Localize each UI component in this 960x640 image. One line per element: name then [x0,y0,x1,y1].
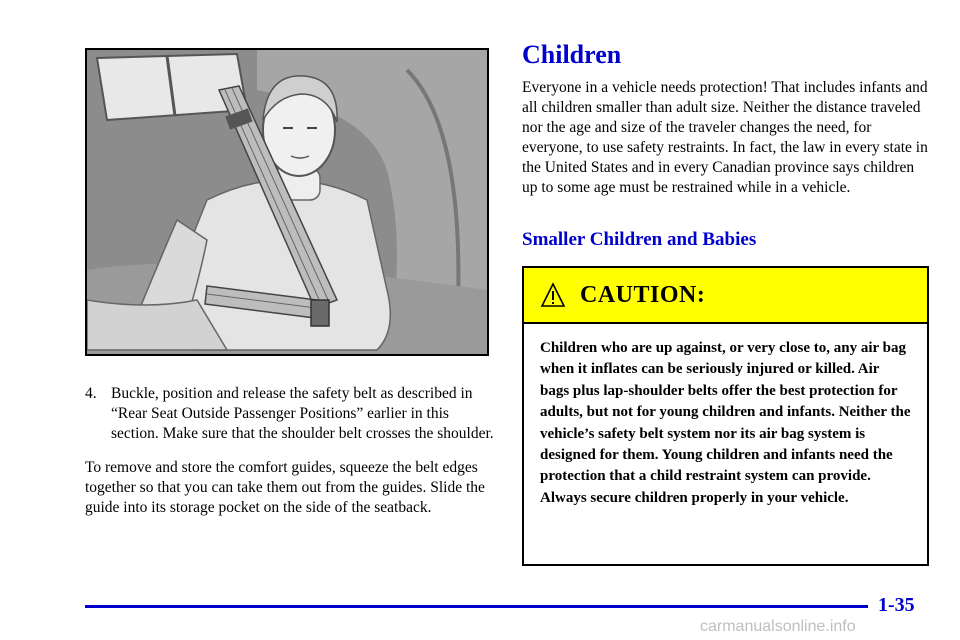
watermark: carmanualsonline.info [700,618,856,635]
intro-paragraph: Everyone in a vehicle needs protection! That includes infants and all children smaller than adult size. Neither the distance traveled nor the age and size of the traveler changes the need, for everyone, to use safety restraints. In fact, the law in every state in the United States and in every Canadian province says children up to some age must be restrained while in a vehicle. [522,79,928,196]
left-column-text [85,384,495,518]
step-number: 4. [85,385,97,402]
footer-rule [85,605,868,608]
child-seatbelt-illustration [85,48,489,356]
section-title: Children [522,40,622,69]
storage-paragraph: To remove and store the comfort guides, squeeze the belt edges together so that you can take them out from the guides. Slide the guide into its storage pocket on the side of the seatback. [85,459,485,516]
caution-box [522,266,929,566]
page-number: 1-35 [878,594,915,616]
step-text: Buckle, position and release the safety belt as described in “Rear Seat Outside Passenger Positions” earlier in this section. Make sure that the shoulder belt crosses the shoulder. [111,385,494,442]
caution-label: CAUTION: [580,281,706,308]
child-seatbelt-icon [87,50,487,354]
subsection-title: Smaller Children and Babies [522,229,757,250]
caution-text: Children who are up against, or very close to, any air bag when it inflates can be seriously injured or killed. Air bags plus lap-shoulder belts offer the best protection for adults, but not for young children and infants. Neither the vehicle’s safety belt system nor its air bag system is designed for them. Young children and infants need the protection that a child restraint system can provide. Always secure children properly in your vehicle. [540,340,911,506]
warning-triangle-icon [540,282,566,308]
caution-header [524,268,927,324]
instruction-step [85,384,495,444]
